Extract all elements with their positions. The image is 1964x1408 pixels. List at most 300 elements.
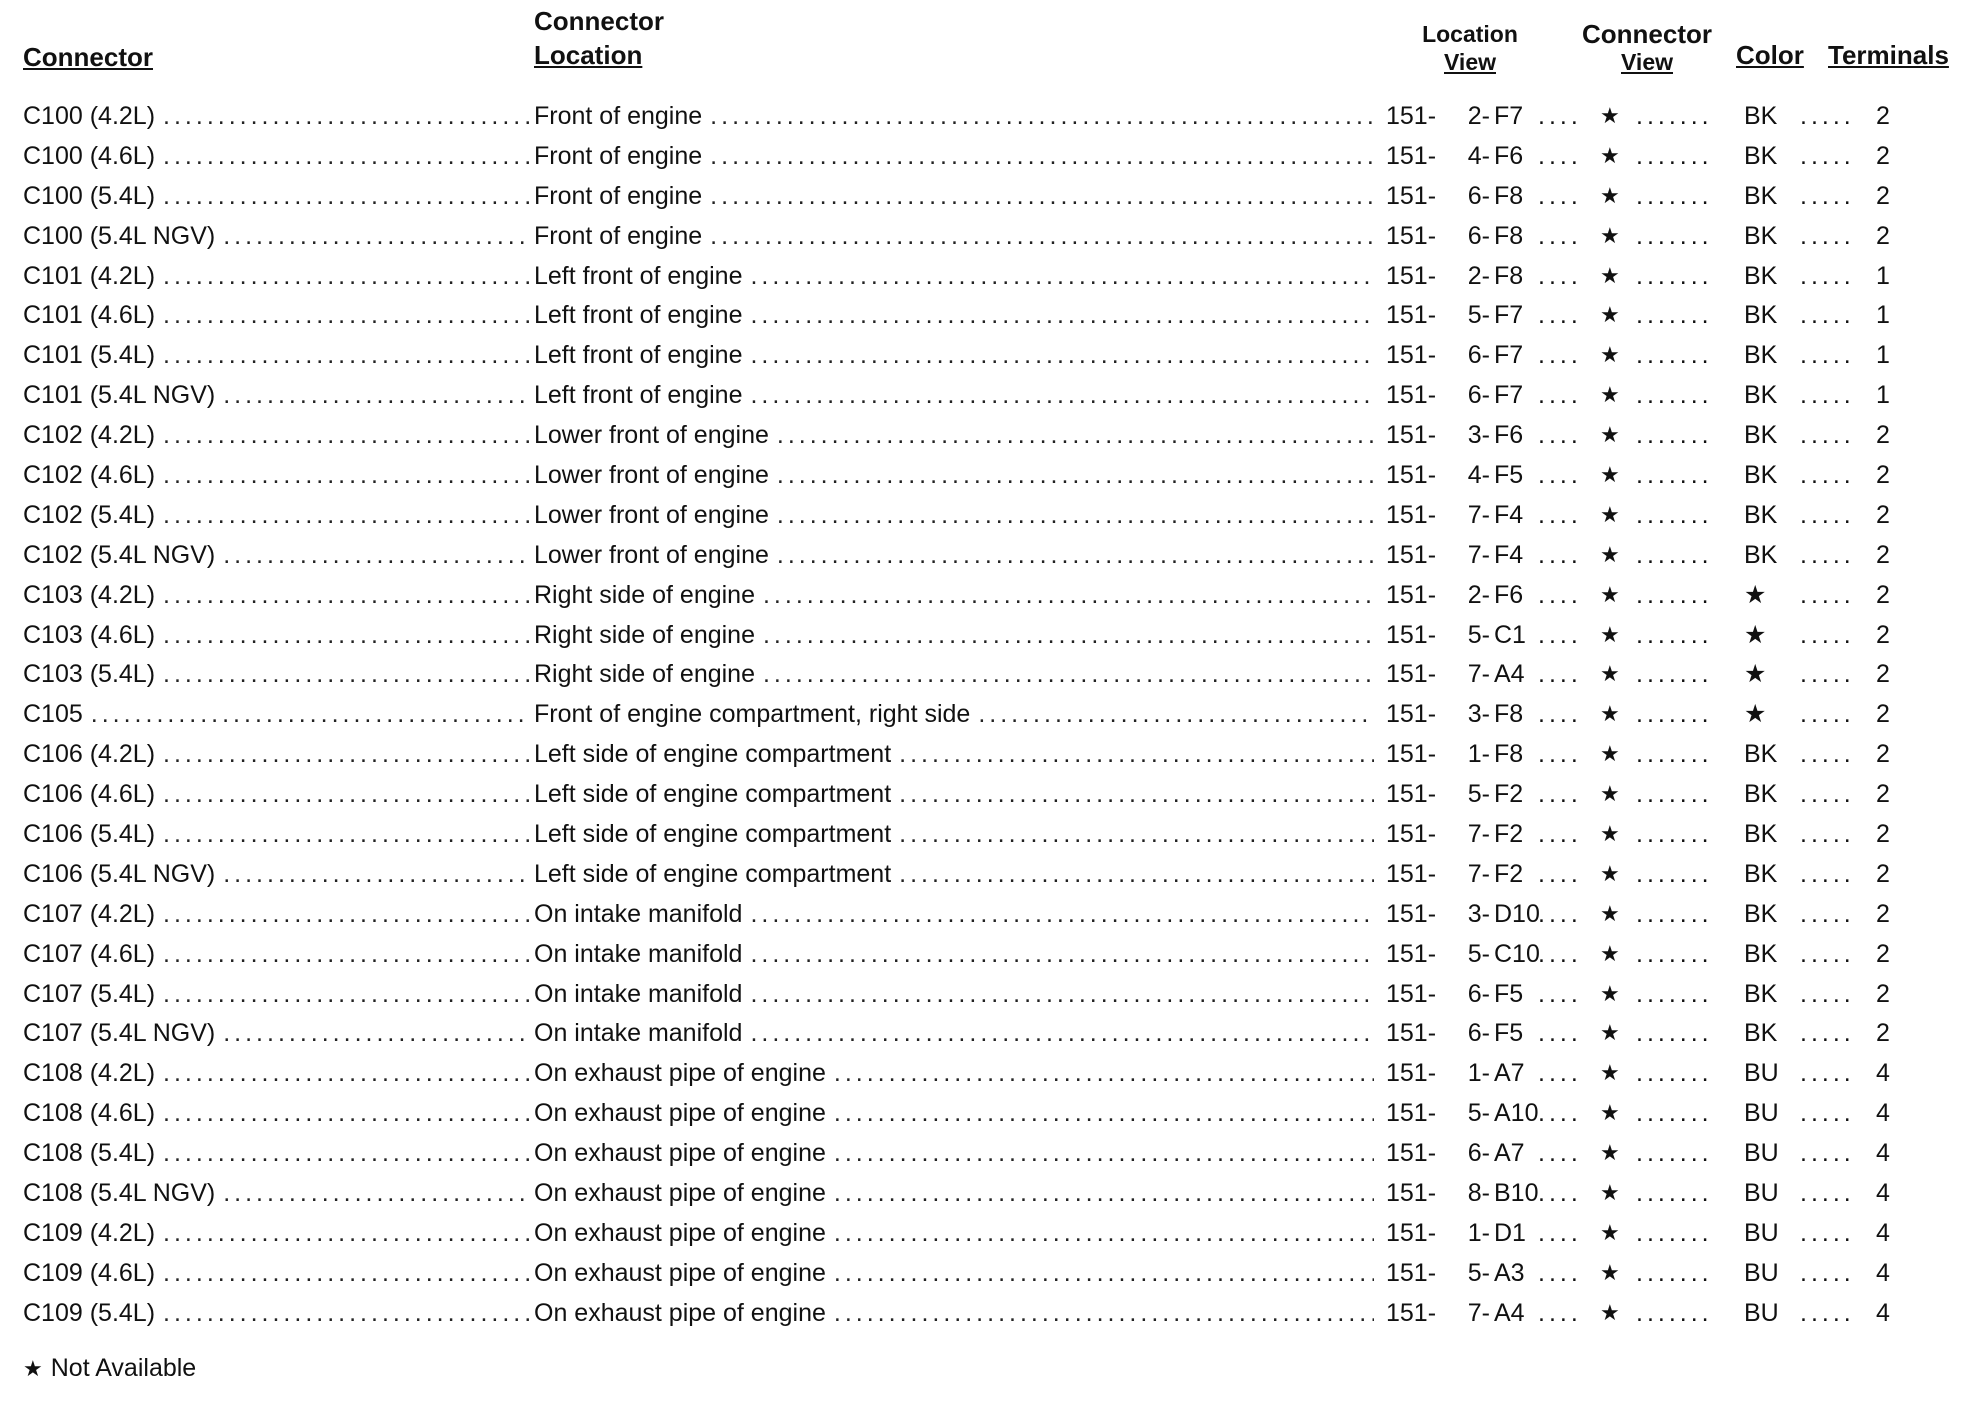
location-view-page: 7-: [1467, 660, 1490, 689]
leader-dots: ....: [1538, 500, 1582, 529]
leader-dots: [223, 854, 529, 894]
location-cell: [534, 535, 1374, 575]
table-row: [0, 894, 1964, 934]
location-view-prefix: 151-: [1386, 102, 1437, 130]
connector-leader: [23, 734, 529, 774]
connector-id: C109 (5.4L): [23, 1298, 156, 1327]
location-view-page: 6-: [1467, 1139, 1490, 1168]
leader-dots: [777, 455, 1374, 495]
leader-dots: .....: [1800, 859, 1855, 888]
leader-dots: [223, 375, 529, 415]
header-connector-location-line1: Connector: [534, 6, 664, 36]
connector-cell: [23, 295, 529, 335]
location-view-page: 4-: [1467, 141, 1490, 170]
color-code: BK: [1744, 540, 1778, 569]
terminal-count: 2: [1876, 939, 1890, 968]
location-view-page: 5-: [1467, 939, 1490, 968]
leader-dots: ....: [1538, 1139, 1582, 1168]
location-view-prefix: 151-: [1386, 1179, 1437, 1208]
leader-dots: [163, 455, 529, 495]
connector-leader: [23, 934, 529, 974]
connector-id: C102 (5.4L NGV): [23, 540, 216, 569]
leader-dots: [750, 894, 1374, 934]
leader-dots: [750, 974, 1374, 1014]
color-code: ★: [1744, 700, 1767, 729]
location-text: Front of engine: [534, 141, 703, 170]
location-view-prefix: 151-: [1386, 700, 1437, 729]
leader-dots: [834, 1053, 1374, 1093]
location-view-prefix: 151-: [1386, 341, 1437, 370]
table-row: [0, 814, 1964, 854]
leader-dots: .......: [1636, 1059, 1713, 1088]
color-code: BU: [1744, 1179, 1779, 1208]
leader-dots: .......: [1636, 141, 1713, 170]
table-row: [0, 495, 1964, 535]
leader-dots: .......: [1636, 181, 1713, 210]
terminal-count: 2: [1876, 221, 1890, 250]
location-text: Front of engine: [534, 181, 703, 210]
leader-dots: .......: [1636, 620, 1713, 649]
leader-dots: [223, 1173, 529, 1213]
connector-cell: [23, 934, 529, 974]
leader-dots: [750, 256, 1374, 296]
leader-dots: [763, 575, 1374, 615]
connector-cell: [23, 375, 529, 415]
footnote-text: Not Available: [50, 1354, 197, 1382]
connector-view-star-icon: ★: [1600, 581, 1620, 607]
connector-id: C106 (4.2L): [23, 740, 156, 769]
terminal-count: 1: [1876, 381, 1890, 410]
connector-id: C109 (4.6L): [23, 1258, 156, 1287]
leader-dots: [750, 375, 1374, 415]
leader-dots: [91, 694, 529, 734]
location-text: On exhaust pipe of engine: [534, 1218, 826, 1247]
location-text: Front of engine: [534, 221, 703, 250]
location-view-prefix: 151-: [1386, 221, 1437, 250]
table-row: [0, 1093, 1964, 1133]
location-text: Left side of engine compartment: [534, 820, 892, 849]
location-view-prefix: 151-: [1386, 461, 1437, 490]
location-leader: [534, 455, 1374, 495]
leader-dots: ....: [1538, 820, 1582, 849]
color-code: BK: [1744, 102, 1778, 130]
leader-dots: [899, 854, 1374, 894]
leader-dots: ....: [1538, 979, 1582, 1008]
leader-dots: [223, 216, 529, 256]
location-text: On exhaust pipe of engine: [534, 1059, 826, 1088]
leader-dots: [834, 1213, 1374, 1253]
leader-dots: .....: [1800, 301, 1855, 330]
location-text: Lower front of engine: [534, 461, 769, 490]
location-view-prefix: 151-: [1386, 1059, 1437, 1088]
header-terminals: [1828, 38, 1949, 72]
color-code: ★: [1744, 660, 1767, 689]
location-view-grid: F7: [1494, 102, 1524, 130]
leader-dots: ....: [1538, 700, 1582, 729]
color-code: BK: [1744, 939, 1778, 968]
connector-id: C105: [23, 700, 83, 729]
location-cell: [534, 375, 1374, 415]
leader-dots: .....: [1800, 620, 1855, 649]
leader-dots: [777, 495, 1374, 535]
location-cell: [534, 854, 1374, 894]
connector-view-star-icon: ★: [1600, 541, 1620, 567]
location-view-prefix: 151-: [1386, 301, 1437, 330]
location-view-page: 3-: [1467, 700, 1490, 729]
table-row: [0, 1173, 1964, 1213]
location-view-prefix: 151-: [1386, 1298, 1437, 1327]
location-view-prefix: 151-: [1386, 660, 1437, 689]
connector-view-star-icon: ★: [1600, 940, 1620, 966]
leader-dots: .....: [1800, 700, 1855, 729]
location-view-prefix: 151-: [1386, 1019, 1437, 1048]
leader-dots: ....: [1538, 181, 1582, 210]
leader-dots: .....: [1800, 1258, 1855, 1287]
connector-id: C100 (4.6L): [23, 141, 156, 170]
connector-view-star-icon: ★: [1600, 860, 1620, 886]
leader-dots: [163, 654, 529, 694]
leader-dots: .......: [1636, 859, 1713, 888]
leader-dots: [163, 734, 529, 774]
leader-dots: [750, 295, 1374, 335]
location-text: On exhaust pipe of engine: [534, 1179, 826, 1208]
location-view-grid: B10: [1494, 1179, 1539, 1208]
leader-dots: [163, 1053, 529, 1093]
connector-cell: [23, 136, 529, 176]
connector-cell: [23, 575, 529, 615]
location-view-page: 5-: [1467, 780, 1490, 809]
connector-view-star-icon: ★: [1600, 262, 1620, 288]
location-view-prefix: 151-: [1386, 620, 1437, 649]
leader-dots: ....: [1538, 261, 1582, 290]
location-view-grid: C10: [1494, 939, 1540, 968]
connector-id: C106 (4.6L): [23, 780, 156, 809]
connector-id: C107 (4.6L): [23, 939, 156, 968]
terminal-count: 2: [1876, 461, 1890, 490]
location-cell: [534, 734, 1374, 774]
leader-dots: ....: [1538, 899, 1582, 928]
location-view-page: 6-: [1467, 341, 1490, 370]
location-cell: [534, 694, 1374, 734]
leader-dots: [750, 335, 1374, 375]
connector-leader: [23, 1093, 529, 1133]
location-cell: [534, 894, 1374, 934]
location-view-page: 8-: [1467, 1179, 1490, 1208]
leader-dots: ....: [1538, 341, 1582, 370]
location-cell: [534, 575, 1374, 615]
location-cell: [534, 96, 1374, 136]
connector-cell: [23, 694, 529, 734]
connector-table-body: [0, 96, 1964, 1333]
table-row: [0, 455, 1964, 495]
connector-view-star-icon: ★: [1600, 781, 1620, 807]
location-leader: [534, 335, 1374, 375]
leader-dots: .......: [1636, 102, 1713, 130]
connector-cell: [23, 615, 529, 655]
connector-cell: [23, 216, 529, 256]
table-row: [0, 1013, 1964, 1053]
location-text: Left side of engine compartment: [534, 780, 892, 809]
color-code: BK: [1744, 141, 1778, 170]
location-text: On intake manifold: [534, 979, 743, 1008]
color-code: BK: [1744, 740, 1778, 769]
connector-id: C102 (5.4L): [23, 500, 156, 529]
color-code: BK: [1744, 301, 1778, 330]
leader-dots: .....: [1800, 381, 1855, 410]
location-view-page: 7-: [1467, 1298, 1490, 1327]
location-text: Lower front of engine: [534, 421, 769, 450]
connector-cell: [23, 176, 529, 216]
leader-dots: [899, 734, 1374, 774]
terminal-count: 4: [1876, 1258, 1890, 1287]
connector-cell: [23, 535, 529, 575]
leader-dots: .....: [1800, 141, 1855, 170]
leader-dots: .......: [1636, 820, 1713, 849]
header-location-view-line1: Location: [1422, 21, 1518, 47]
color-code: BK: [1744, 261, 1778, 290]
connector-id: C102 (4.6L): [23, 461, 156, 490]
connector-id: C103 (4.2L): [23, 580, 156, 609]
terminal-count: 2: [1876, 620, 1890, 649]
terminal-count: 1: [1876, 301, 1890, 330]
location-view-grid: F8: [1494, 740, 1524, 769]
header-connector: [23, 40, 153, 74]
connector-view-star-icon: ★: [1600, 1259, 1620, 1285]
location-cell: [534, 974, 1374, 1014]
location-view-page: 6-: [1467, 221, 1490, 250]
connector-cell: [23, 1053, 529, 1093]
leader-dots: [899, 774, 1374, 814]
location-view-prefix: 151-: [1386, 580, 1437, 609]
location-view-page: 2-: [1467, 261, 1490, 290]
location-view-page: 6-: [1467, 979, 1490, 1008]
location-view-grid: F6: [1494, 141, 1524, 170]
terminal-count: 2: [1876, 780, 1890, 809]
connector-id: C109 (4.2L): [23, 1218, 156, 1247]
color-code: BK: [1744, 820, 1778, 849]
leader-dots: .....: [1800, 500, 1855, 529]
leader-dots: .......: [1636, 421, 1713, 450]
color-code: ★: [1744, 580, 1767, 609]
connector-id: C101 (5.4L NGV): [23, 381, 216, 410]
terminal-count: 2: [1876, 700, 1890, 729]
leader-dots: [163, 136, 529, 176]
location-view-grid: A7: [1494, 1059, 1525, 1088]
connector-id: C101 (4.2L): [23, 261, 156, 290]
location-leader: [534, 1213, 1374, 1253]
color-code: BK: [1744, 421, 1778, 450]
location-view-grid: F8: [1494, 221, 1524, 250]
leader-dots: ....: [1538, 1099, 1582, 1128]
table-row: [0, 654, 1964, 694]
header-connector-view-line1: Connector: [1582, 19, 1712, 49]
connector-id: C108 (4.6L): [23, 1099, 156, 1128]
location-text: On intake manifold: [534, 1019, 743, 1048]
leader-dots: [223, 535, 529, 575]
location-cell: [534, 615, 1374, 655]
location-view-page: 5-: [1467, 1258, 1490, 1287]
location-view-grid: F4: [1494, 540, 1524, 569]
leader-dots: [834, 1133, 1374, 1173]
connector-id: C108 (5.4L NGV): [23, 1179, 216, 1208]
connector-cell: [23, 495, 529, 535]
location-leader: [534, 654, 1374, 694]
location-view-prefix: 151-: [1386, 1139, 1437, 1168]
connector-id: C100 (5.4L NGV): [23, 221, 216, 250]
header-terminals-label: Terminals: [1828, 40, 1949, 70]
connector-leader: [23, 256, 529, 296]
connector-cell: [23, 814, 529, 854]
leader-dots: [163, 495, 529, 535]
location-view-prefix: 151-: [1386, 740, 1437, 769]
connector-id: C107 (5.4L NGV): [23, 1019, 216, 1048]
connector-cell: [23, 1173, 529, 1213]
leader-dots: ....: [1538, 1059, 1582, 1088]
connector-leader: [23, 694, 529, 734]
location-view-page: 6-: [1467, 181, 1490, 210]
leader-dots: [223, 1013, 529, 1053]
leader-dots: [777, 535, 1374, 575]
terminal-count: 2: [1876, 859, 1890, 888]
connector-view-star-icon: ★: [1600, 741, 1620, 767]
leader-dots: .....: [1800, 1059, 1855, 1088]
terminal-count: 2: [1876, 1019, 1890, 1048]
color-code: BU: [1744, 1059, 1779, 1088]
connector-view-star-icon: ★: [1600, 1140, 1620, 1166]
leader-dots: [163, 1293, 529, 1333]
connector-cell: [23, 774, 529, 814]
leader-dots: [163, 974, 529, 1014]
leader-dots: .....: [1800, 899, 1855, 928]
location-cell: [534, 455, 1374, 495]
leader-dots: [163, 295, 529, 335]
connector-id: C101 (4.6L): [23, 301, 156, 330]
connector-view-star-icon: ★: [1600, 1299, 1620, 1325]
table-row: [0, 774, 1964, 814]
leader-dots: .....: [1800, 979, 1855, 1008]
location-view-prefix: 151-: [1386, 780, 1437, 809]
connector-leader: [23, 974, 529, 1014]
terminal-count: 2: [1876, 102, 1890, 130]
location-view-page: 2-: [1467, 102, 1490, 130]
color-code: BU: [1744, 1298, 1779, 1327]
leader-dots: ....: [1538, 421, 1582, 450]
leader-dots: [834, 1293, 1374, 1333]
connector-id: C107 (5.4L): [23, 979, 156, 1008]
location-view-grid: F4: [1494, 500, 1524, 529]
connector-view-star-icon: ★: [1600, 621, 1620, 647]
connector-view-star-icon: ★: [1600, 103, 1620, 128]
location-cell: [534, 256, 1374, 296]
leader-dots: [710, 216, 1374, 256]
color-code: BU: [1744, 1099, 1779, 1128]
location-text: On exhaust pipe of engine: [534, 1099, 826, 1128]
connector-view-star-icon: ★: [1600, 422, 1620, 448]
table-row: [0, 415, 1964, 455]
header-location-view-line2: View: [1444, 49, 1496, 75]
location-cell: [534, 654, 1374, 694]
location-view-prefix: 151-: [1386, 939, 1437, 968]
leader-dots: .....: [1800, 1179, 1855, 1208]
connector-leader: [23, 1173, 529, 1213]
location-view-page: 7-: [1467, 859, 1490, 888]
location-leader: [534, 1133, 1374, 1173]
location-view-grid: F8: [1494, 700, 1524, 729]
connector-id: C103 (4.6L): [23, 620, 156, 649]
table-row: [0, 1053, 1964, 1093]
leader-dots: .......: [1636, 899, 1713, 928]
header-connector-location-line2: Location: [534, 40, 643, 70]
leader-dots: [163, 814, 529, 854]
table-row: [0, 575, 1964, 615]
table-row: [0, 96, 1964, 136]
location-view-prefix: 151-: [1386, 1218, 1437, 1247]
terminal-count: 2: [1876, 421, 1890, 450]
connector-cell: [23, 854, 529, 894]
location-leader: [534, 615, 1374, 655]
location-view-prefix: 151-: [1386, 979, 1437, 1008]
leader-dots: ....: [1538, 620, 1582, 649]
leader-dots: .......: [1636, 261, 1713, 290]
terminal-count: 2: [1876, 141, 1890, 170]
terminal-count: 2: [1876, 820, 1890, 849]
header-connector-location: [534, 4, 664, 72]
connector-view-star-icon: ★: [1600, 182, 1620, 208]
connector-leader: [23, 615, 529, 655]
color-code: BK: [1744, 780, 1778, 809]
leader-dots: .....: [1800, 221, 1855, 250]
connector-view-star-icon: ★: [1600, 821, 1620, 847]
terminal-count: 2: [1876, 580, 1890, 609]
location-view-grid: A3: [1494, 1258, 1525, 1287]
connector-id: C107 (4.2L): [23, 899, 156, 928]
leader-dots: .......: [1636, 381, 1713, 410]
leader-dots: .......: [1636, 1019, 1713, 1048]
location-text: Lower front of engine: [534, 540, 769, 569]
leader-dots: .....: [1800, 1099, 1855, 1128]
location-view-prefix: 151-: [1386, 261, 1437, 290]
leader-dots: .....: [1800, 820, 1855, 849]
leader-dots: .......: [1636, 500, 1713, 529]
table-row: [0, 974, 1964, 1014]
connector-leader: [23, 375, 529, 415]
terminal-count: 4: [1876, 1218, 1890, 1247]
connector-cell: [23, 335, 529, 375]
header-color-label: Color: [1736, 40, 1804, 70]
location-view-grid: F7: [1494, 341, 1524, 370]
terminal-count: 4: [1876, 1059, 1890, 1088]
leader-dots: ....: [1538, 939, 1582, 968]
leader-dots: .......: [1636, 700, 1713, 729]
connector-leader: [23, 814, 529, 854]
location-leader: [534, 1173, 1374, 1213]
table-header: [0, 0, 1964, 100]
color-code: ★: [1744, 620, 1767, 649]
location-leader: [534, 694, 1374, 734]
connector-leader: [23, 854, 529, 894]
connector-view-star-icon: ★: [1600, 501, 1620, 527]
leader-dots: [834, 1173, 1374, 1213]
location-leader: [534, 535, 1374, 575]
connector-cell: [23, 974, 529, 1014]
location-leader: [534, 854, 1374, 894]
leader-dots: .......: [1636, 1298, 1713, 1327]
location-view-page: 1-: [1467, 740, 1490, 769]
connector-view-star-icon: ★: [1600, 1020, 1620, 1046]
connector-cell: [23, 1293, 529, 1333]
connector-id: C100 (5.4L): [23, 181, 156, 210]
leader-dots: .......: [1636, 540, 1713, 569]
